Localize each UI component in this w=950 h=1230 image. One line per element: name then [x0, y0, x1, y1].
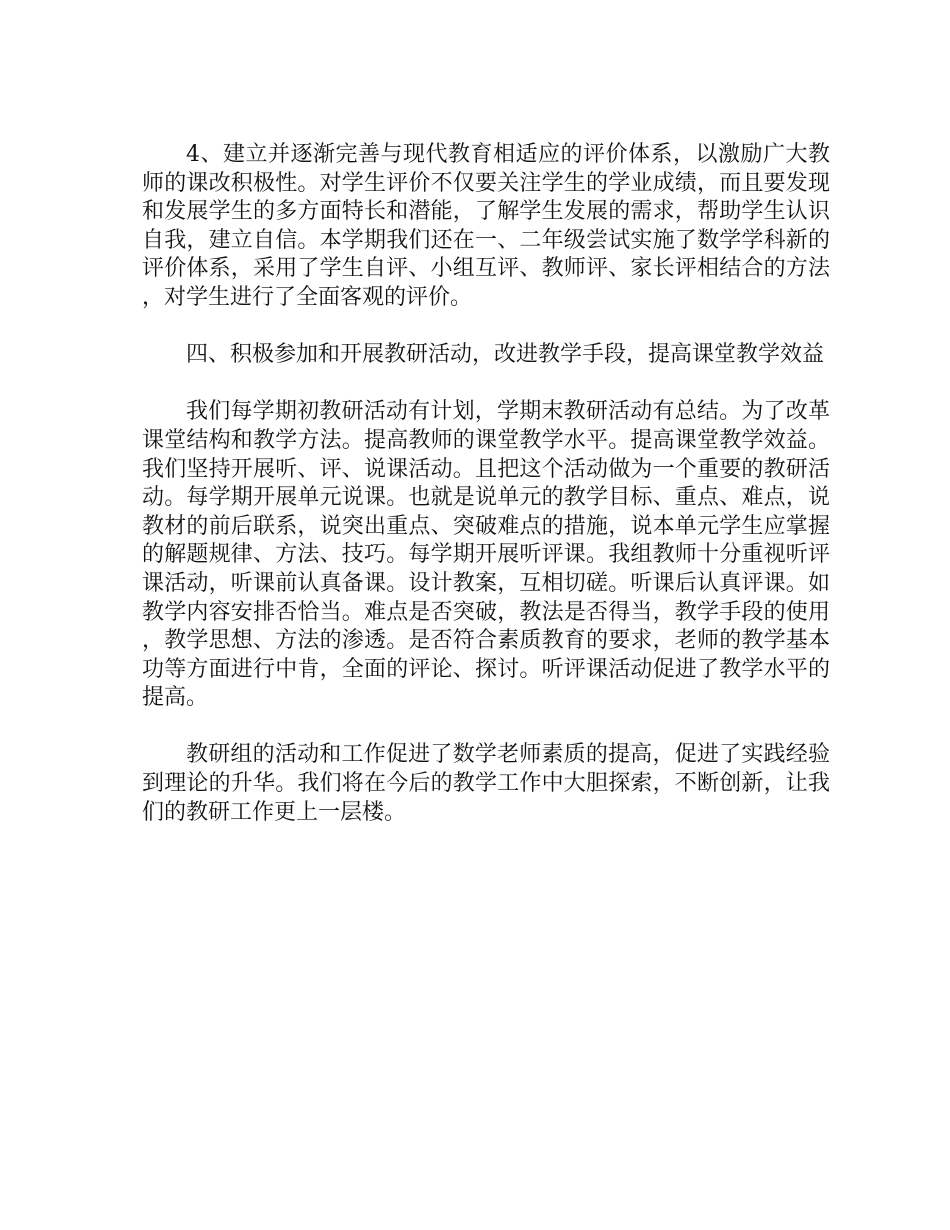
paragraph-spacer — [142, 713, 830, 742]
paragraph-lesson-observation: 我们每学期初教研活动有计划，学期末教研活动有总结。为了改革课堂结构和教学方法。提高教师的课堂教学水平。提高课堂教学效益。我们坚持开展听、评、说课活动。且把这个活动做为一个重要的教研活动。每学期开展单元说课。也就是说单元的教学目标、重点、难点，说教材的前后联系，说突出重点、突破难点的措施，说本单元学生应掌握的解题规律、方法、技巧。每学期开展听评课。我组教师十分重视听评课活动，听课前认真备课。设计教案，互相切磋。听课后认真评课。如教学内容安排否恰当。难点是否突破，教法是否得当，教学手段的使用，教学思想、方法的渗透。是否符合素质教育的要求，老师的教学基本功等方面进行中肯，全面的评论、探讨。听评课活动促进了教学水平的提高。 — [142, 399, 830, 711]
paragraph-spacer — [142, 370, 830, 399]
section-heading-research-activities: 四、积极参加和开展教研活动，改进教学手段，提高课堂教学效益 — [186, 342, 825, 368]
paragraph-spacer — [142, 313, 830, 342]
paragraph-evaluation-system: 4、建立并逐渐完善与现代教育相适应的评价体系，以激励广大教师的课改积极性。对学生评价不仅要关注学生的学业成绩，而且要发现和发展学生的多方面特长和潜能，了解学生发展的需求，帮助学生认识自我，建立自信。本学期我们还在一、二年级尝试实施了数学学科新的评价体系，采用了学生自评、小组互评、教师评、家长评相结合的方法，对学生进行了全面客观的评价。 — [142, 142, 830, 310]
paragraph-conclusion: 教研组的活动和工作促进了数学老师素质的提高，促进了实践经验到理论的升华。我们将在今后的教学工作中大胆探索，不断创新，让我们的教研工作更上一层楼。 — [142, 742, 830, 825]
document-body — [142, 141, 830, 827]
